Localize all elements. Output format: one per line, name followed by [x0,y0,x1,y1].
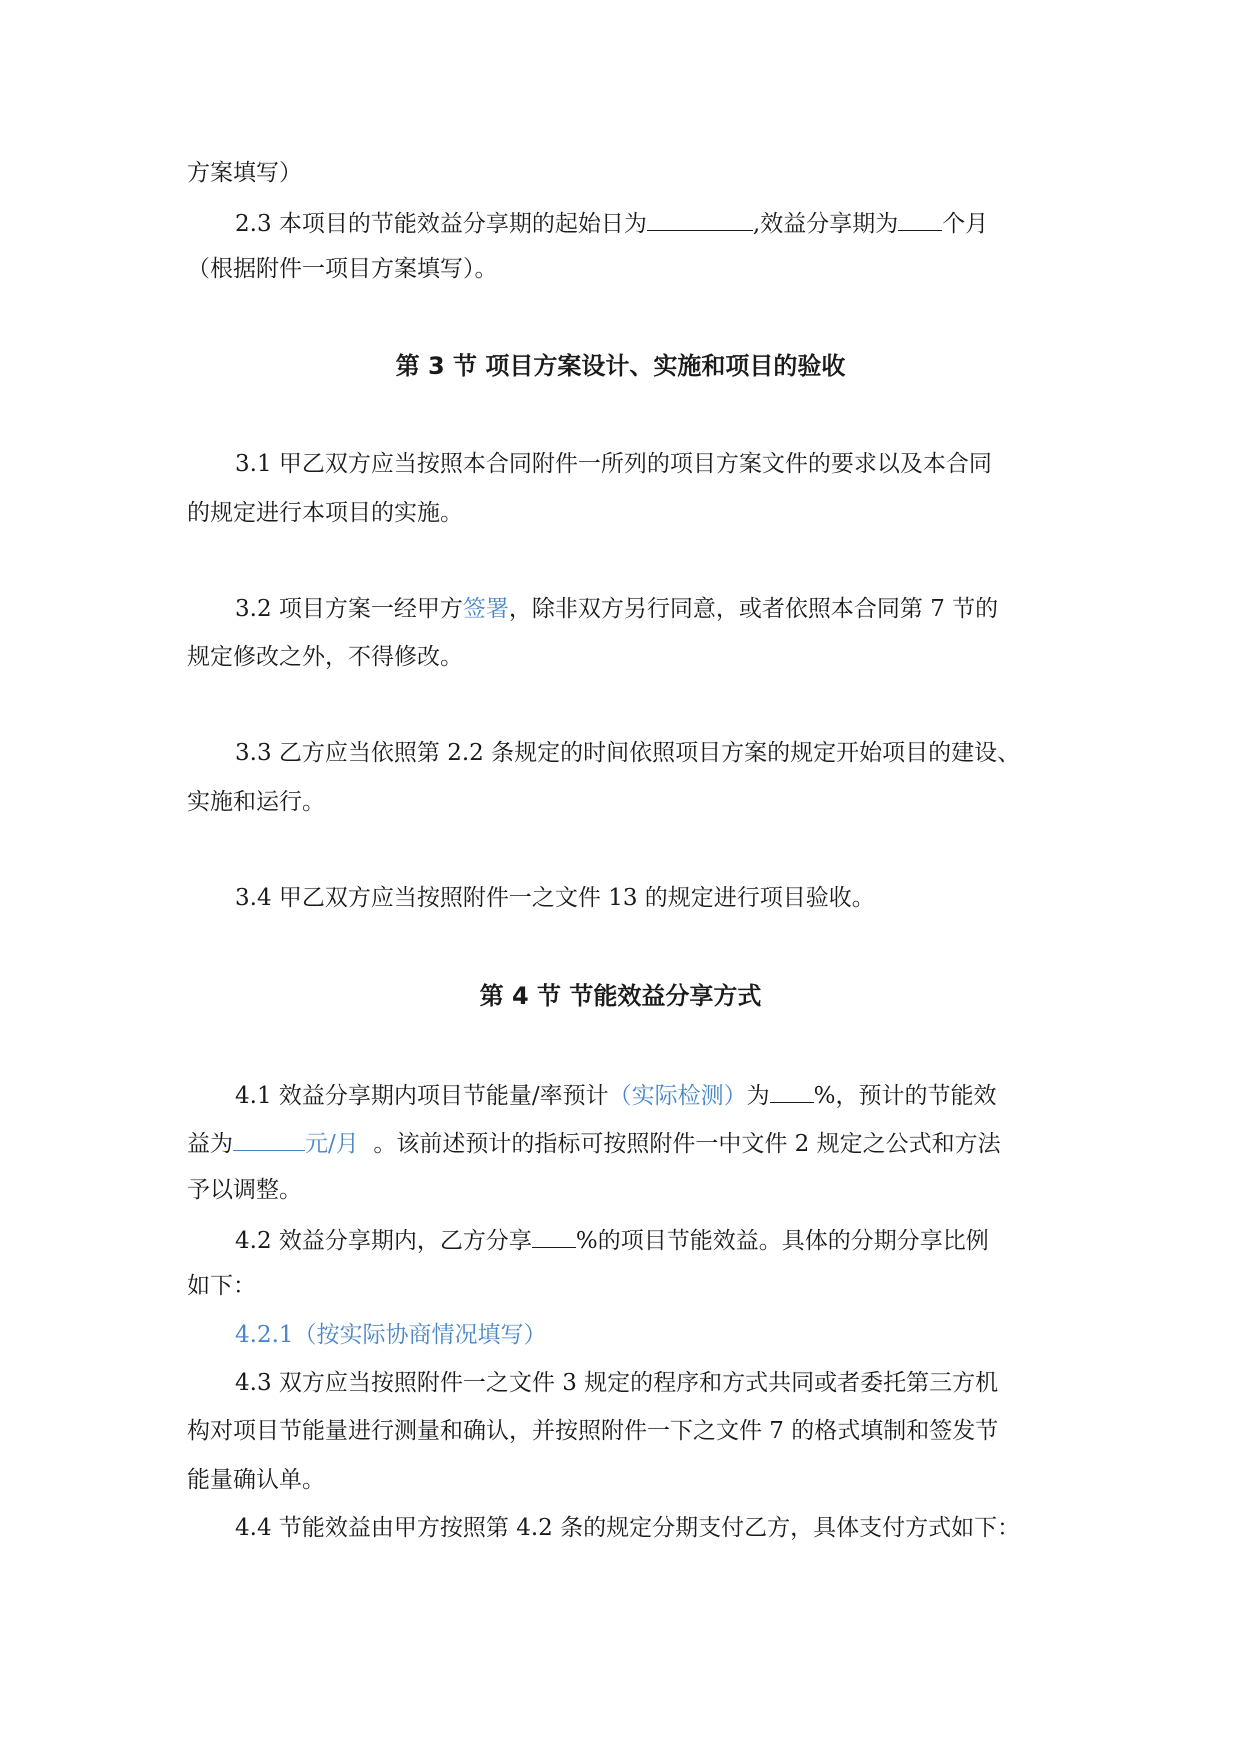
paragraph-4-2: 4.2 效益分享期内，乙方分享 %的项目节能效益。具体的分期分享比例 [235,1223,989,1256]
clause-number: 3.4 [235,885,272,911]
paragraph-4-2-1: 4.2.1（按实际协商情况填写） [235,1322,547,1348]
signing-link[interactable]: 签署 [462,596,509,622]
paragraph-3-4: 3.4 甲乙双方应当按照附件一之文件 13 的规定进行项目验收。 [235,885,875,911]
clause-number: 4.4 [235,1515,272,1541]
paragraph-4-3: 4.3 双方应当按照附件一之文件 3 规定的程序和方式共同或者委托第三方机 [235,1370,999,1396]
saving-benefit-blank[interactable] [233,1126,305,1151]
clause-number: 3.1 [235,451,272,477]
clause-number: 4.1 [235,1083,272,1109]
paragraph-3-3: 3.3 乙方应当依照第 2.2 条规定的时间依照项目方案的规定开始项目的建设、 [235,740,1021,766]
section-3-heading: 第 3 节 项目方案设计、实施和项目的验收 [395,352,846,380]
paragraph-4-1-line2: 益为 元/月 。该前述预计的指标可按照附件一中文件 2 规定之公式和方法 [187,1126,1001,1159]
saving-rate-blank[interactable] [770,1078,814,1103]
paragraph-4-2-line2: 如下： [187,1273,256,1299]
actual-test-note: （实际检测） [608,1083,747,1109]
paragraph-2-3: 2.3 本项目的节能效益分享期的起始日为 ,效益分享期为 个月 [235,206,988,239]
start-date-blank[interactable] [647,206,753,231]
paragraph-3-1: 3.1 甲乙双方应当按照本合同附件一所列的项目方案文件的要求以及本合同 [235,451,992,477]
paragraph-3-3-line2: 实施和运行。 [187,789,325,815]
paragraph-4-1: 4.1 效益分享期内项目节能量/率预计（实际检测）为 %，预计的节能效 [235,1078,997,1111]
paragraph-4-3-line3: 能量确认单。 [187,1467,325,1493]
paragraph-3-2-line2: 规定修改之外，不得修改。 [187,644,463,670]
section-4-heading: 第 4 节 节能效益分享方式 [479,982,762,1010]
clause-number: 3.2 [235,596,272,622]
clause-number: 2.3 [235,211,272,237]
share-percent-blank[interactable] [532,1223,576,1248]
unit-yuan-per-month: 元/月 [305,1131,359,1157]
clause-number: 4.2 [235,1228,272,1254]
paragraph-3-1-line2: 的规定进行本项目的实施。 [187,500,463,526]
paragraph-2-3-line2: （根据附件一项目方案填写）。 [187,256,498,282]
sharing-period-blank[interactable] [898,206,942,231]
paragraph-4-3-line2: 构对项目节能量进行测量和确认，并按照附件一下之文件 7 的格式填制和签发节 [187,1418,999,1444]
paragraph-4-4: 4.4 节能效益由甲方按照第 4.2 条的规定分期支付乙方，具体支付方式如下： [235,1515,1021,1541]
paragraph-3-2: 3.2 项目方案一经甲方签署，除非双方另行同意，或者依照本合同第 7 节的 [235,596,999,622]
paragraph-2-2-tail: 方案填写） [187,160,302,186]
clause-number: 3.3 [235,740,272,766]
clause-number: 4.3 [235,1370,272,1396]
paragraph-4-1-line3: 予以调整。 [187,1177,302,1203]
